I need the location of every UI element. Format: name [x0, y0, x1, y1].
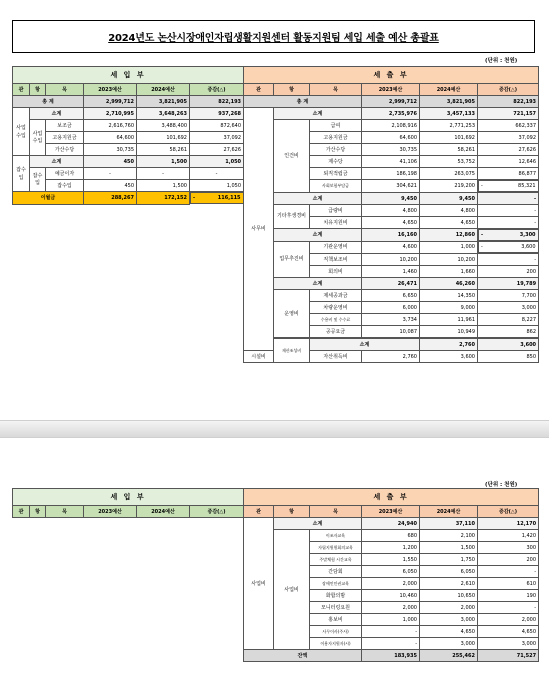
table-row: 주말체험 시간교육 1,550 1,750 200 [244, 554, 539, 566]
table-row: 퇴직적립금 186,198 263,075 86,877 [244, 168, 539, 180]
table-row: 사업비 이조자교육 680 2,100 1,420 [244, 530, 539, 542]
table-row: 이월금 288,267 172,152 - 116,115 [13, 192, 244, 205]
expense-table: 세 출 부 관 항 목 2023예산 2024예산 증감(△) 총 계 2,999,712 3,821,905 822,193 사무비 소계 2,735,976 3,457,133 721,157 인건비 급여 2,108,916 2,771,253 662,337 고용지원금 64,600 101,692 37,092 가산수당 30,735 58,261 27,626 제수당 41,106 53,752 12,646 퇴직적립금 186,198 263,075 86,877 사회보험부담금 304,621 219,200 - 85,321 소계 9,450 9,450 - 기타후생경비 급량비 4,800 4,800 - 치유지원비 4,650 4,650 - 소계 16,160 12,860 - 3,300 업무추진비 기관운영비 4,600 1,000 - 3,600 직책보조비 10,200 10,200 - 회의비 1,460 1,660 200 소계 26,471 46,260 19,789 운영비 제세공과금 6,650 14,350 7,700 차량운영비 6,000 9,000 3,000 수용비 및 수수료 3,734 11,961 8,227 공공요금 10,087 10,949 862 재산조성비 소계 2,760 3,600 시설비 자산취득비 2,760 3,600 850 [243, 66, 539, 363]
table-row: 고용지원금 64,600 101,692 37,092 [13, 132, 244, 144]
table-row: 잡수입 소계 450 1,500 1,050 [13, 156, 244, 168]
unit-label: (단위 : 천원) [485, 58, 518, 64]
table-row: 간담회 6,050 6,050 - [244, 566, 539, 578]
budget-page-2 [0, 438, 549, 689]
table-row: 제수당 41,106 53,752 12,646 [244, 156, 539, 168]
income-header: 세 입 부 [13, 67, 244, 84]
table-row: 고용지원금 64,600 101,692 37,092 [244, 132, 539, 144]
table-row: 업무추진비 기관운영비 4,600 1,000 - 3,600 [244, 241, 539, 254]
title-box [12, 20, 535, 53]
table-row: 소계 9,450 9,450 - [244, 193, 539, 205]
table-row: 사업수입 보조금 2,616,760 3,488,400 872,640 [13, 120, 244, 132]
table-row: 총 계 2,999,712 3,821,905 822,193 [244, 96, 539, 108]
table-row: 잔액 183,935 255,462 71,527 [244, 650, 539, 662]
table-row: 소계 16,160 12,860 - 3,300 [244, 229, 539, 242]
table-row: 치유지원비 4,650 4,650 - [244, 217, 539, 229]
table-row: 이용자지원자(시) - 3,000 3,000 [244, 638, 539, 650]
table-row: 재산조성비 소계 2,760 3,600 [244, 339, 539, 351]
unit-label-2: (단위 : 천원) [485, 482, 518, 488]
table-row: 사무비 소계 2,735,976 3,457,133 721,157 [244, 108, 539, 120]
table-row: 차량운영비 6,000 9,000 3,000 [244, 302, 539, 314]
table-row: 모니터링요원 2,000 2,000 - [244, 602, 539, 614]
col-mok: 목 [46, 84, 84, 96]
table-row: 잡수입 450 1,500 1,050 [13, 180, 244, 192]
table-row: 장애인인권교육 2,000 2,610 610 [244, 578, 539, 590]
table-row: 화합의밤 10,460 10,650 190 [244, 590, 539, 602]
table-row: 운영비 제세공과금 6,650 14,350 7,700 [244, 290, 539, 302]
col-2024: 2024예산 [137, 84, 190, 96]
expense-header: 세 출 부 [244, 67, 539, 84]
table-row: 회의비 1,460 1,660 200 [244, 266, 539, 278]
table-row: 공공요금 10,087 10,949 862 [244, 326, 539, 338]
table-row: 수용비 및 수수료 3,734 11,961 8,227 [244, 314, 539, 326]
page-separator [0, 420, 549, 438]
page-title: 2024년도 논산시장애인자립생활지원센터 활동지원팀 세입 세출 예산 총괄표 [108, 33, 439, 44]
table-row: 가산수당 30,735 58,261 27,626 [13, 144, 244, 156]
income-table [12, 66, 244, 205]
table-row: 직책보조비 10,200 10,200 - [244, 254, 539, 266]
col-2023: 2023예산 [84, 84, 137, 96]
col-diff: 증감(△) [190, 84, 244, 96]
table-row: 총 계 2,999,712 3,821,905 822,193 [13, 96, 244, 108]
table-row: 가산수당 30,735 58,261 27,626 [244, 144, 539, 156]
table-row: 사회보험부담금 304,621 219,200 - 85,321 [244, 180, 539, 193]
table-row: 자립지원원회의교육 1,200 1,500 300 [244, 542, 539, 554]
col-hang: 항 [30, 84, 46, 96]
table-row: 홍보비 1,000 3,000 2,000 [244, 614, 539, 626]
table-row: 잡수입 예금이자 - - - [13, 168, 244, 180]
table-row: 기타후생경비 급량비 4,800 4,800 - [244, 205, 539, 217]
expense-table-2: 세 출 부 관 항 목 2023예산 2024예산 증감(△) 사업비 소계 24,940 37,110 12,170 사업비 이조자교육 680 2,100 1,420 자립지원원회의교육 1,200 1,500 300 주말체험 시간교육 1,550 1,750 200 간담회 6,050 6,050 - 장애인인권교육 2,000 2,610 610 화합의밤 10,460 10,650 190 모니터링요원 2,000 2,000 - 홍보비 1,000 3,000 2,000 사무이사(주사) - 4,650 4,650 이용자지원자(시) - 3,000 3,000 잔액 183,935 255,462 71,527 [243, 488, 539, 662]
col-gwan: 관 [13, 84, 30, 96]
table-row: 소계 26,471 46,260 19,789 [244, 278, 539, 290]
table-row: 사업비 소계 24,940 37,110 12,170 [244, 518, 539, 530]
table-row: 인건비 급여 2,108,916 2,771,253 662,337 [244, 120, 539, 132]
table-row: 사업수입 소계 2,710,995 3,648,263 937,268 [13, 108, 244, 120]
table-row: 시설비 자산취득비 2,760 3,600 850 [244, 351, 539, 363]
table-row: 사무이사(주사) - 4,650 4,650 [244, 626, 539, 638]
income-table-2: 세 입 부 관 항 목 2023예산 2024예산 증감(△) [12, 488, 244, 518]
